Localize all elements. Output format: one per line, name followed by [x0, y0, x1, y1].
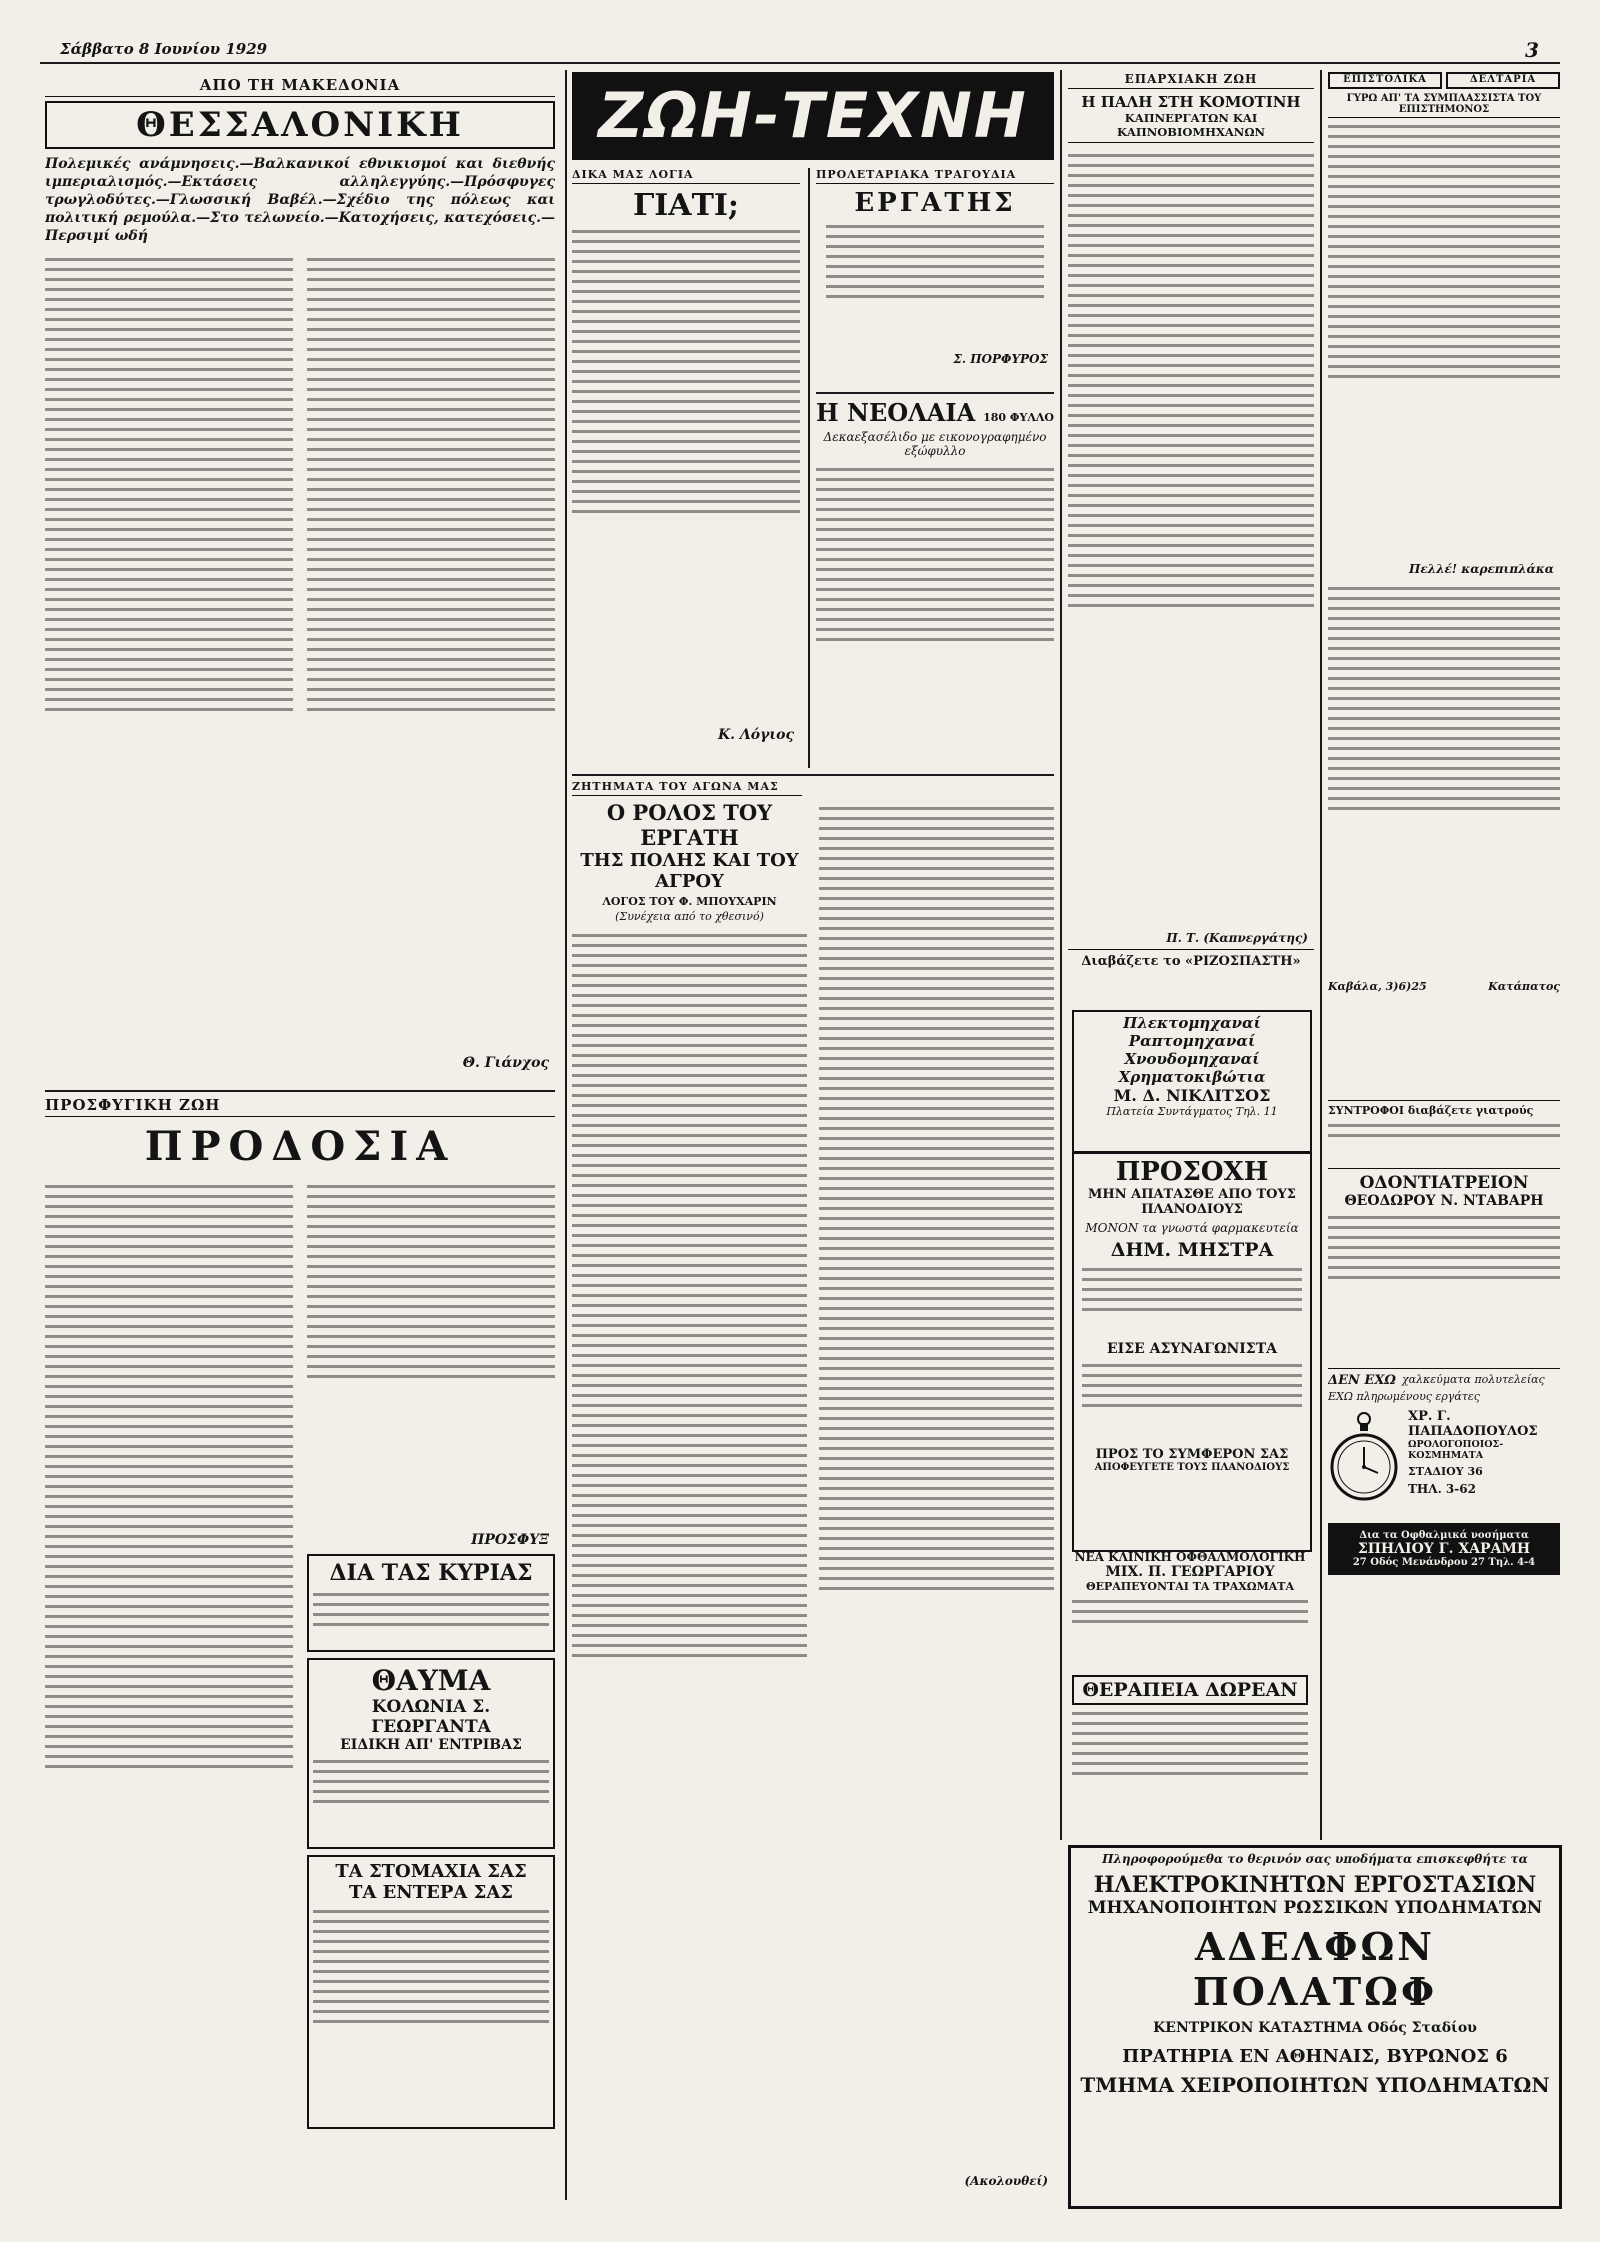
body-text-column: [819, 800, 1054, 2170]
ad-trade: ΩΡΟΛΟΓΟΠΟΙΟΣ-ΚΟΣΜΗΜΑΤΑ: [1408, 1439, 1504, 1461]
notice-title: Η ΝΕΟΛΑΙΑ: [816, 398, 976, 427]
ad-line: ΜΟΝΟΝ τα γνωστά φαρμακευτεία: [1085, 1221, 1299, 1235]
ad-text: [313, 1903, 549, 2123]
body-text: [1068, 147, 1314, 927]
article-author: ΛΟΓΟΣ ΤΟΥ Φ. ΜΠΟΥΧΑΡΙΝ: [602, 895, 777, 908]
poem-text: [816, 218, 1054, 348]
ad-title: ΜΗΧΑΝΟΠΟΙΗΤΩΝ ΡΩΣΣΙΚΩΝ ΥΠΟΔΗΜΑΤΩΝ: [1087, 1898, 1543, 1918]
ad-line: ΕΧΩ πληρωμένους εργάτες: [1328, 1390, 1480, 1403]
ad-line: Πλατεία Συντάγματος Τηλ. 11: [1106, 1105, 1278, 1118]
ad-thavma: [307, 1658, 555, 1849]
article-byline: Θ. Γιάνχος: [462, 1055, 549, 1071]
page-number: 3: [1525, 38, 1539, 62]
notice-text: [816, 461, 1054, 768]
article-title: ΤΗΣ ΠΟΛΗΣ ΚΑΙ ΤΟΥ ΑΓΡΟΥ: [580, 850, 799, 892]
ad-title: ΔΕΝ ΕΧΩ: [1328, 1373, 1396, 1388]
ad-title: ΗΛΕΚΤΡΟΚΙΝΗΤΩΝ ΕΡΓΟΣΤΑΣΙΩΝ: [1093, 1872, 1537, 1898]
macedonia-article: [45, 76, 555, 1086]
ad-text: ΣΥΝΤΡΟΦΟΙ διαβάζετε γιατρούς: [1328, 1104, 1534, 1117]
body-text: [1328, 580, 1560, 980]
body-text: [572, 223, 800, 723]
ad-title: ΠΡΟΣΟΧΗ: [1115, 1157, 1269, 1187]
prosfygiki-article: [45, 1096, 555, 2196]
ad-text: [1328, 1117, 1560, 1151]
article-title: ΚΑΠΝΕΡΓΑΤΩΝ ΚΑΙ ΚΑΠΝΟΒΙΟΜΗΧΑΝΩΝ: [1068, 111, 1314, 143]
poem-byline: Σ. ΠΟΡΦΥΡΟΣ: [953, 352, 1048, 366]
article-title: ΕΡΓΑΤΗΣ: [854, 188, 1016, 218]
ad-line: ΠΡΟΣ ΤΟ ΣΥΜΦΕΡΟΝ ΣΑΣ: [1095, 1447, 1289, 1462]
ad-title: ΤΑ ΕΝΤΕΡΑ ΣΑΣ: [348, 1882, 514, 1903]
article-byline: Κ. Λόγιος: [718, 727, 794, 743]
section-kicker: ΖΗΤΗΜΑΤΑ ΤΟΥ ΑΓΩΝΑ ΜΑΣ: [572, 780, 802, 796]
ad-phone: ΤΗΛ. 3-62: [1408, 1482, 1476, 1496]
section-kicker: ΕΠΑΡΧΙΑΚΗ ΖΩΗ: [1068, 72, 1314, 89]
ad-line: 27 Οδός Μενάνδρου 27 Τηλ. 4-4: [1352, 1557, 1536, 1568]
ad-address: ΣΤΑΔΙΟΥ 36: [1408, 1465, 1483, 1478]
ad-title: ΝΕΑ ΚΛΙΝΙΚΗ ΟΦΘΑΛΜΟΛΟΓΙΚΗ: [1074, 1550, 1306, 1564]
ad-text: [1072, 1593, 1308, 1653]
ad-therapeia: [1072, 1675, 1308, 1835]
ad-line: Πλεκτομηχαναί: [1123, 1014, 1261, 1032]
ad-line: ΜΗΝ ΑΠΑΤΑΣΘΕ ΑΠΟ ΤΟΥΣ: [1088, 1187, 1296, 1202]
section-kicker: ΔΕΛΤΑΡΙΑ: [1446, 72, 1560, 89]
ad-title: ΤΑ ΣΤΟΜΑΧΙΑ ΣΑΣ: [335, 1861, 527, 1882]
ad-title: ΘΕΡΑΠΕΙΑ ΔΩΡΕΑΝ: [1072, 1675, 1308, 1705]
section-kicker: ΠΡΟΛΕΤΑΡΙΑΚΑ ΤΡΑΓΟΥΔΙΑ: [816, 168, 1054, 184]
ad-doctor: ΜΙΧ. Π. ΓΕΩΡΓΑΡΙΟΥ: [1105, 1564, 1275, 1580]
ad-niklitsos: [1072, 1010, 1312, 1153]
ad-syntrofoi: [1328, 1100, 1560, 1164]
letter-signature: Κατάπατος: [1488, 980, 1560, 993]
letter-place: Καβάλα, 3)6)25: [1328, 980, 1427, 993]
body-text-column: [572, 927, 807, 2187]
masthead-title: ΖΩΗ-ΤΕΧΝΗ: [598, 79, 1028, 152]
ad-line: χαλκεύματα πολυτελείας: [1401, 1373, 1545, 1386]
ad-brand: ΧΡ. Γ. ΠΑΠΑΔΟΠΟΥΛΟΣ: [1408, 1409, 1538, 1439]
ad-address: ΠΡΑΤΗΡΙΑ ΕΝ ΑΘΗΝΑΙΣ, ΒΥΡΩΝΟΣ 6: [1122, 2046, 1508, 2067]
article-title: ΠΡΟΔΟΣΙΑ: [144, 1123, 456, 1170]
ad-line: ΕΙΣΕ ΑΣΥΝΑΓΩΝΙΣΤΑ: [1106, 1341, 1277, 1357]
ad-doctor: ΘΕΟΔΩΡΟΥ Ν. ΝΤΑΒΑΡΗ: [1344, 1193, 1544, 1209]
ad-line: Μ. Δ. ΝΙΚΛΙΤΣΟΣ: [1113, 1086, 1271, 1105]
gati-article: [572, 168, 800, 768]
neolaia-notice: [816, 398, 1054, 768]
section-kicker: ΠΡΟΣΦΥΓΙΚΗ ΖΩΗ: [45, 1096, 555, 1117]
article-title: Ο ΡΟΛΟΣ ΤΟΥ ΕΡΓΑΤΗ: [606, 800, 773, 850]
article-end: (Ακολουθεί): [964, 2174, 1048, 2188]
ad-text: [1074, 1261, 1310, 1341]
ad-text: [313, 1753, 549, 1843]
section-rule: [572, 774, 1054, 776]
ad-line: Χρηματοκιβώτια: [1118, 1068, 1266, 1086]
ad-text: [1074, 1357, 1310, 1447]
section-kicker: ΔΙΚΑ ΜΑΣ ΛΟΓΙΑ: [572, 168, 800, 184]
column-divider: [1320, 70, 1322, 1840]
eparchia-article: [1068, 72, 1314, 1072]
article-byline: Π. Τ. (Καπνεργάτης): [1166, 931, 1308, 945]
column-divider: [1060, 70, 1062, 1840]
ad-stomaxia: [307, 1855, 555, 2129]
ad-papadopoulos: [1328, 1368, 1560, 1703]
header-rule: [40, 62, 1560, 64]
column-divider: [565, 70, 567, 2200]
section-rule: [816, 392, 1054, 394]
ad-text: [1328, 1209, 1560, 1339]
ad-ofthalmologiki: [1072, 1550, 1308, 1670]
ad-title: ΟΔΟΝΤΙΑΤΡΕΙΟΝ: [1359, 1173, 1529, 1193]
body-text-column: [307, 1178, 555, 1528]
ad-line: Χνουδομηχαναί: [1124, 1050, 1260, 1068]
notice-issue: 180 ΦΥΛΛΟ: [983, 411, 1054, 424]
ad-subtitle: ΘΕΡΑΠΕΥΟΝΤΑΙ ΤΑ ΤΡΑΧΩΜΑΤΑ: [1085, 1580, 1295, 1593]
ad-store: ΚΕΝΤΡΙΚΟΝ ΚΑΤΑΣΤΗΜΑ Οδός Σταδίου: [1153, 2020, 1477, 2036]
ad-text: [313, 1586, 549, 1646]
ad-title: ΘΑΥΜΑ: [371, 1664, 491, 1697]
ad-text: [1072, 1705, 1308, 1825]
article-title: ΘΕΣΣΑΛΟΝΙΚΗ: [45, 101, 555, 149]
ergatis-poem: [816, 168, 1054, 388]
ad-prosoxi: [1072, 1152, 1312, 1552]
ad-intro: Πληροφορούμεθα το θερινόν σας υποδήματα επισκεφθήτε τα: [1102, 1852, 1528, 1866]
body-text-column: [45, 1178, 293, 2188]
rizospastis-notice: Διαβάζετε το «ΡΙΖΟΣΠΑΣΤΗ»: [1068, 949, 1314, 969]
zitimata-article: [572, 780, 1054, 2200]
zoi-texni-masthead: [572, 72, 1054, 160]
ad-line: ΣΠΗΛΙΟΥ Γ. ΧΑΡΑΜΗ: [1357, 1541, 1531, 1557]
article-subhead: Πολεμικές ανάμνησεις.—Βαλκανικοί εθνικισμοί και διεθνής ιμπεριαλισμός.—Εκτάσεις αλληλεγγύης.—Πρόσφυγες τρωγλοδύτες.—Γλωσσική Βαβέλ.—Σχέδιο της πόλεως και πολιτική ρεμούλα.—Στο τελωνείο.—Κατοχήσεις, κατεχόσεις.—Περσιμί ωδή: [45, 156, 555, 244]
ad-footer: ΤΜΗΜΑ ΧΕΙΡΟΠΟΙΗΤΩΝ ΥΠΟΔΗΜΑΤΩΝ: [1080, 2073, 1550, 2097]
ad-line: Ραπτομηχαναί: [1128, 1032, 1256, 1050]
column-divider: [808, 168, 810, 768]
epistolika-article: [1328, 72, 1560, 1092]
notice-subtitle: Δεκαεξασέλιδο με εικονογραφημένο εξώφυλλο: [823, 430, 1047, 458]
ad-opthalmiko: [1328, 1523, 1560, 1575]
issue-date: Σάββατο 8 Ιουνίου 1929: [60, 40, 268, 58]
article-byline: ΠΡΟΣΦΥΞ: [471, 1532, 549, 1548]
ad-line: ΔΗΜ. ΜΗΣΤΡΑ: [1110, 1239, 1274, 1261]
ad-odontiatreio: [1328, 1168, 1560, 1363]
ad-line: ΠΛΑΝΟΔΙΟΥΣ: [1141, 1202, 1243, 1217]
ad-brand: ΚΟΛΩΝΙΑ Σ. ΓΕΩΡΓΑΝΤΑ: [371, 1697, 491, 1737]
ad-line: ΑΠΟΦΕΥΓΕΤΕ ΤΟΥΣ ΠΛΑΝΟΔΙΟΥΣ: [1094, 1462, 1290, 1473]
section-kicker: ΑΠΟ ΤΗ ΜΑΚΕΔΟΝΙΑ: [45, 76, 555, 97]
ad-title: ΔΙΑ ΤΑΣ ΚΥΡΙΑΣ: [329, 1560, 533, 1586]
ad-polatof: [1068, 1845, 1562, 2209]
article-continued: (Συνέχεια από το χθεσινό): [615, 910, 764, 923]
pocket-watch-icon: [1328, 1409, 1400, 1509]
article-title: ΓΙΑΤΙ;: [632, 188, 740, 223]
body-text-column: [307, 251, 555, 1051]
article-title: ΓΥΡΩ ΑΠ' ΤΑ ΣΥΜΠΛΑΣΣΙΣΤΑ ΤΟΥ ΕΠΙΣΤΗΜΟΝΟΣ: [1328, 93, 1560, 118]
section-rule: [45, 1090, 555, 1092]
ad-line: Δια τα Οφθαλμικά νοσήματα: [1359, 1530, 1529, 1541]
ad-offer: ΕΙΔΙΚΗ ΑΠ' ΕΝΤΡΙΒΑΣ: [340, 1737, 522, 1753]
body-text: [1328, 118, 1560, 558]
ad-brand: ΑΔΕΛΦΩΝ ΠΟΛΑΤΩΦ: [1192, 1924, 1438, 2014]
article-title: Η ΠΑΛΗ ΣΤΗ ΚΟΜΟΤΙΝΗ: [1081, 93, 1301, 111]
section-kicker: ΕΠΙΣΤΟΛΙΚΑ: [1328, 72, 1442, 89]
body-text-column: [45, 251, 293, 1051]
letter-signature: Πελλέ! καρεπιπλάκα: [1409, 562, 1554, 576]
ad-dia-tas-kyrias: [307, 1554, 555, 1652]
